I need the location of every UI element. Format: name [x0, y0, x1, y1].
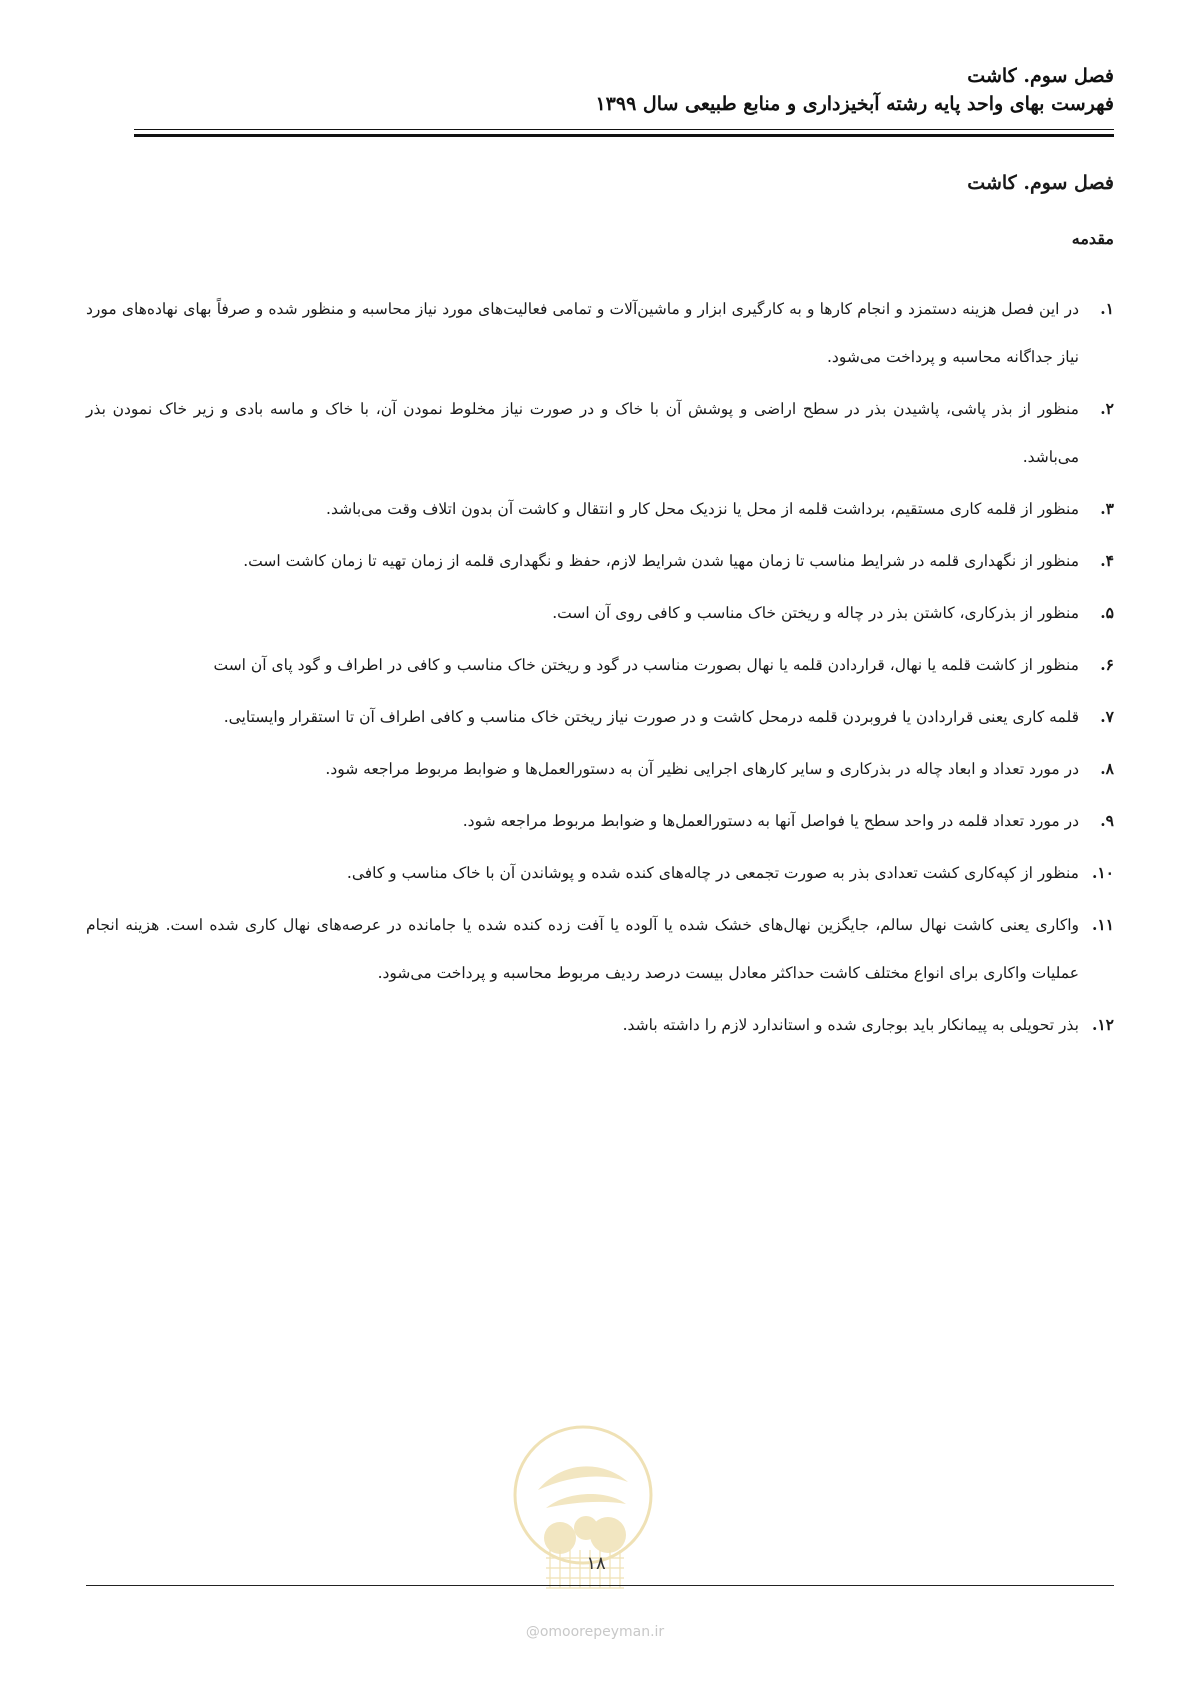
header-chapter: فصل سوم. کاشت — [967, 65, 1114, 87]
item-text: منظور از بذرکاری، کاشتن بذر در چاله و ریختن خاک مناسب و کافی روی آن است. — [552, 604, 1079, 622]
item-text: منظور از قلمه کاری مستقیم، برداشت قلمه از محل یا نزدیک محل کار و انتقال و کاشت آن بدون اتلاف وقت می‌باشد. — [326, 500, 1079, 518]
list-item — [86, 589, 1114, 637]
item-text: منظور از کاشت قلمه یا نهال، قراردادن قلمه یا نهال بصورت مناسب در گود و ریختن خاک مناسب و کافی در اطراف و گود پای آن است — [213, 656, 1079, 674]
item-number: ۷. — [1100, 707, 1114, 726]
item-number: ۳. — [1100, 499, 1114, 518]
intro-heading: مقدمه — [1071, 229, 1114, 248]
list-item — [86, 693, 1114, 741]
item-number: ۵. — [1100, 603, 1114, 622]
provisions-list — [86, 285, 1114, 1053]
header-document-title: فهرست بهای واحد پایه رشته آبخیزداری و منابع طبیعی سال ۱۳۹۹ — [595, 93, 1114, 115]
chapter-title: فصل سوم. کاشت — [967, 172, 1114, 194]
item-text: واکاری یعنی کاشت نهال سالم، جایگزین نهال‌های خشک شده یا آلوده یا آفت زده کنده شده یا جامانده در عرصه‌های نهال کاری شده است. هزینه انجام عملیات واکاری برای انواع مختلف کاشت حداکثر معادل بیست درصد ردیف مربوط محاسبه و پرداخت می‌شود. — [86, 916, 1079, 982]
item-number: ۱۲. — [1091, 1015, 1114, 1034]
list-item — [86, 1001, 1114, 1049]
running-header — [88, 62, 1114, 118]
list-item — [86, 849, 1114, 897]
list-item — [86, 641, 1114, 689]
item-number: ۶. — [1100, 655, 1114, 674]
item-number: ۱۱. — [1091, 915, 1114, 934]
item-text: منظور از نگهداری قلمه در شرایط مناسب تا زمان مهیا شدن شرایط لازم، حفظ و نگهداری قلمه از زمان تهیه تا زمان کاشت است. — [243, 552, 1079, 570]
item-number: ۴. — [1100, 551, 1114, 570]
list-item — [86, 797, 1114, 845]
header-rule-thick — [134, 134, 1114, 137]
item-text: منظور از بذر پاشی، پاشیدن بذر در سطح اراضی و پوشش آن با خاک و در صورت نیاز مخلوط نمودن آن، با خاک و ماسه بادی و زیر خاک نمودن بذر می‌باشد. — [86, 400, 1079, 466]
list-item — [86, 385, 1114, 481]
item-number: ۹. — [1100, 811, 1114, 830]
item-number: ۸. — [1100, 759, 1114, 778]
item-number: ۱۰. — [1091, 863, 1114, 882]
list-item — [86, 745, 1114, 793]
site-credit: @omoorepeyman.ir — [525, 1624, 665, 1640]
footer-rule — [86, 1585, 1114, 1586]
page-number: ۱۸ — [586, 1553, 606, 1574]
list-item — [86, 285, 1114, 381]
item-text: منظور از کپه‌کاری کشت تعدادی بذر به صورت تجمعی در چاله‌های کنده شده و پوشاندن آن با خاک مناسب و کافی. — [346, 864, 1079, 882]
header-rule-thin — [134, 129, 1114, 130]
list-item — [86, 901, 1114, 997]
item-text: در مورد تعداد و ابعاد چاله در بذرکاری و سایر کارهای اجرایی نظیر آن به دستورالعمل‌ها و ضوابط مربوط مراجعه شود. — [325, 760, 1079, 778]
item-text: در این فصل هزینه دستمزد و انجام کارها و به کارگیری ابزار و ماشین‌آلات و تمامی فعالیت‌های مورد نیاز محاسبه و منظور شده و صرفاً بهای نهاده‌های مورد نیاز جداگانه محاسبه و پرداخت می‌شود. — [86, 300, 1079, 366]
item-text: بذر تحویلی به پیمانکار باید بوجاری شده و استاندارد لازم را داشته باشد. — [622, 1016, 1079, 1034]
item-text: قلمه کاری یعنی قراردادن یا فروبردن قلمه درمحل کاشت و در صورت نیاز ریختن خاک مناسب و کافی اطراف آن تا استقرار وایستایی. — [223, 708, 1079, 726]
item-text: در مورد تعداد قلمه در واحد سطح یا فواصل آنها به دستورالعمل‌ها و ضوابط مربوط مراجعه شود. — [462, 812, 1079, 830]
list-item — [86, 485, 1114, 533]
list-item — [86, 537, 1114, 585]
item-number: ۱. — [1100, 299, 1114, 318]
item-number: ۲. — [1100, 399, 1114, 418]
